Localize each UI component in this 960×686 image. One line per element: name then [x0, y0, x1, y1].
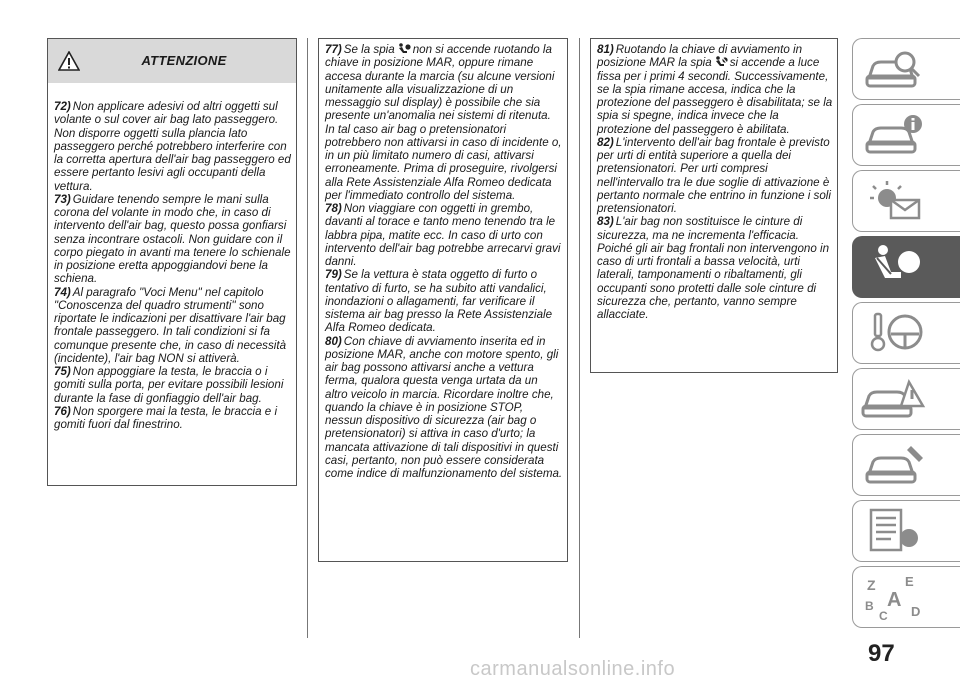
airbag-warning-light-icon: [397, 43, 411, 55]
note-82: 82) L'intervento dell'air bag frontale è previsto per urti di entità superiore a quella dei pretensionatori. Per urti compresi nell'intervallo tra le due soglie di attivazione è pertanto normale che entrino in funzione i soli pretensionatori.: [597, 135, 831, 215]
warning-box-column-1: [47, 38, 297, 486]
car-tools-icon: [861, 374, 931, 424]
tab-car-info[interactable]: [852, 104, 960, 166]
svg-text:A: A: [887, 589, 902, 611]
warning-title: ATTENZIONE: [141, 53, 227, 68]
svg-text:C: C: [879, 609, 888, 622]
svg-text:D: D: [911, 604, 921, 619]
passenger-airbag-off-light-icon: [714, 56, 728, 68]
note-81: 81) Ruotando la chiave di avviamento in posizione MAR la spia si accende a luce fissa per i primi 4 secondi. Successivamente, se la spia rimane accesa, indica che la protezione del passeggero è disabilitata; se la spia si spegne, indica invece che la protezione del passeggero è abilitata.: [597, 43, 833, 136]
warning-box-column-3: [590, 38, 838, 373]
car-search-icon: [861, 44, 931, 94]
key-steering-icon: [861, 308, 931, 358]
watermark: carmanualsonline.info: [470, 658, 676, 680]
page-number: 97: [868, 640, 895, 667]
tab-technical-data[interactable]: [852, 500, 960, 562]
tab-warning-lights[interactable]: [852, 170, 960, 232]
note-78: 78) Non viaggiare con oggetti in grembo, davanti al torace e tanto meno tenendo tra le labbra pipa, matite ecc. In caso di urto con intervento dell'air bag potrebbe arrecarvi gravi danni.: [325, 202, 561, 268]
note-77: 77) Se la spia non si accende ruotando la chiave in posizione MAR, oppure rimane accesa durante la marcia (su alcune versioni unitamente alla visualizzazione di un messaggio sul display) è possibile che sia presente un'anomalia nei sistemi di ritenuta. In tal caso air bag o pretensionatori potrebbero non attivarsi in caso di incidente o, in un più limitato numero di casi, attivarsi erroneamente. Prima di proseguire, rivolgersi alla Rete Assistenziale Alfa Romeo dedicata per l'immediato controllo del sistema.: [325, 43, 562, 202]
column-divider: [307, 38, 308, 638]
tab-starting-driving[interactable]: [852, 302, 960, 364]
alphabet-index-icon: [861, 572, 931, 622]
warning-lights-icon: [861, 176, 931, 226]
note-79: 79) Se la vettura è stata oggetto di furto o tentativo di furto, se ha subito atti vandalici, inondazioni o allagamenti, far verificare il sistema air bag presso la Rete Assistenziale Alfa Romeo dedicata.: [325, 268, 553, 335]
note-72: 72) Non applicare adesivi od altri oggetti sul volante o sul cover air bag lato passeggero. Non disporre oggetti sulla plancia lato passeggero perché potrebbero interferire con la corretta apertura dell'air bag passeggero ed essere pertanto lesivi agli occupanti della vettura.: [54, 100, 291, 193]
tab-maintenance[interactable]: [852, 434, 960, 496]
note-73: 73) Guidare tenendo sempre le mani sulla corona del volante in modo che, in caso di intervento dell'air bag, questo possa gonfiarsi senza incontrare ostacoli. Non guidare con il corpo piegato in avanti ma tenere lo schienale in posizione eretta appoggiandovi bene la schiena.: [54, 192, 291, 286]
column-divider: [579, 38, 580, 638]
svg-text:Z: Z: [867, 577, 876, 593]
svg-text:B: B: [865, 599, 874, 613]
tab-emergency[interactable]: [852, 368, 960, 430]
note-80: 80) Con chiave di avviamento inserita ed in posizione MAR, anche con motore spento, gli air bag possono attivarsi anche a vettura ferma, qualora questa venga urtata da un altro veicolo in marcia. Ricordare inoltre che, quando la chiave è in posizione STOP, nessun dispositivo di sicurezza (air bag o pretensionatori) si attiva in caso d'urto; la mancata attivazione di tali dispositivi in questi casi, pertanto, non può essere considerata come indice di malfunzionamento del sistema.: [325, 334, 563, 480]
note-75: 75) Non appoggiare la testa, le braccia o i gomiti sulla porta, per evitare possibili lesioni durante la fase di gonfiaggio dell'air bag.: [54, 365, 284, 405]
tab-car-search[interactable]: [852, 38, 960, 100]
note-76: 76) Non sporgere mai la testa, le braccia e i gomiti fuori dal finestrino.: [54, 404, 278, 431]
car-wrench-icon: [861, 440, 931, 490]
note-83: 83) L'air bag non sostituisce le cinture di sicurezza, ma ne incrementa l'efficacia. Poiché gli air bag frontali non intervengono in caso di urti frontali a bassa velocità, urti laterali, tamponamenti o ribaltamenti, gli occupanti sono protetti dalle sole cinture di sicurezza che, pertanto, vanno sempre allacciate.: [597, 215, 830, 321]
tab-safety-active[interactable]: [852, 236, 960, 298]
svg-text:E: E: [905, 574, 914, 589]
data-list-icon: [861, 506, 931, 556]
tab-index[interactable]: [852, 566, 960, 628]
warning-box-column-2: [318, 38, 568, 562]
car-info-icon: [861, 110, 931, 160]
note-74: 74) Al paragrafo "Voci Menu" nel capitolo "Conoscenza del quadro strumenti" sono riportate le indicazioni per disattivare l'air bag frontale passeggero. In tali condizioni si fa comunque presente che, in caso di necessità (incidente), l'air bag NON si attiverà.: [54, 285, 287, 365]
warning-banner: [48, 39, 296, 83]
seatbelt-airbag-icon: [861, 242, 931, 292]
